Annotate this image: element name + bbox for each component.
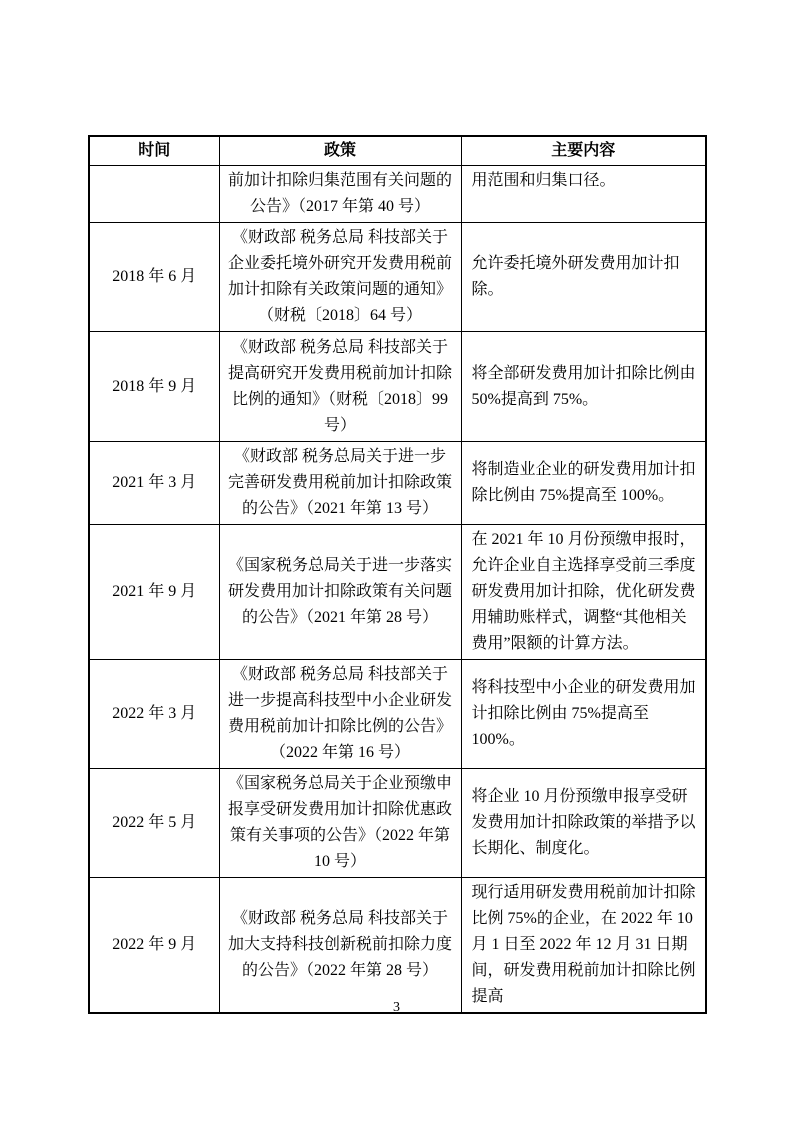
column-header-policy: 政策 [219,136,461,166]
policy-table [88,135,707,1014]
table-row [89,525,706,660]
content-cell: 用范围和归集口径。 [461,166,706,223]
content-cell: 将制造业企业的研发费用加计扣除比例由 75%提高至 100%。 [461,442,706,525]
policy-cell: 《财政部 税务总局 科技部关于提高研究开发费用税前加计扣除比例的通知》（财税〔2018〕99 号） [219,332,461,442]
time-cell: 2018 年 6 月 [89,223,219,332]
time-cell: 2018 年 9 月 [89,332,219,442]
table-row [89,223,706,332]
table-row [89,878,706,1014]
policy-cell: 《财政部 税务总局关于进一步完善研发费用税前加计扣除政策的公告》（2021 年第 13 号） [219,442,461,525]
policy-cell: 《国家税务总局关于进一步落实研发费用加计扣除政策有关问题的公告》（2021 年第 28 号） [219,525,461,660]
content-cell: 现行适用研发费用税前加计扣除比例 75%的企业，在 2022 年 10 月 1 日至 2022 年 12 月 31 日期间，研发费用税前加计扣除比例提高 [461,878,706,1014]
time-cell [89,166,219,223]
content-cell: 在 2021 年 10 月份预缴申报时，允许企业自主选择享受前三季度研发费用加计扣除，优化研发费用辅助账样式，调整“其他相关费用”限额的计算方法。 [461,525,706,660]
table-row [89,166,706,223]
policy-cell: 前加计扣除归集范围有关问题的公告》（2017 年第 40 号） [219,166,461,223]
page-number: 3 [393,1000,400,1015]
content-cell: 将企业 10 月份预缴申报享受研发费用加计扣除政策的举措予以长期化、制度化。 [461,769,706,878]
policy-cell: 《财政部 税务总局 科技部关于企业委托境外研究开发费用税前加计扣除有关政策问题的通知》（财税〔2018〕64 号） [219,223,461,332]
table-row [89,442,706,525]
column-header-content: 主要内容 [461,136,706,166]
table-row [89,660,706,769]
time-cell: 2022 年 9 月 [89,878,219,1014]
content-cell: 允许委托境外研发费用加计扣除。 [461,223,706,332]
time-cell: 2022 年 5 月 [89,769,219,878]
time-cell: 2021 年 9 月 [89,525,219,660]
column-header-time: 时间 [89,136,219,166]
policy-cell: 《国家税务总局关于企业预缴申报享受研发费用加计扣除优惠政策有关事项的公告》（2022 年第 10 号） [219,769,461,878]
content-cell: 将科技型中小企业的研发费用加计扣除比例由 75%提高至 100%。 [461,660,706,769]
policy-cell: 《财政部 税务总局 科技部关于进一步提高科技型中小企业研发费用税前加计扣除比例的公告》（2022 年第 16 号） [219,660,461,769]
time-cell: 2022 年 3 月 [89,660,219,769]
time-cell: 2021 年 3 月 [89,442,219,525]
table-row [89,769,706,878]
policy-cell: 《财政部 税务总局 科技部关于加大支持科技创新税前扣除力度的公告》（2022 年第 28 号） [219,878,461,1014]
content-cell: 将全部研发费用加计扣除比例由 50%提高到 75%。 [461,332,706,442]
table-row [89,332,706,442]
table-header-row [89,136,706,166]
